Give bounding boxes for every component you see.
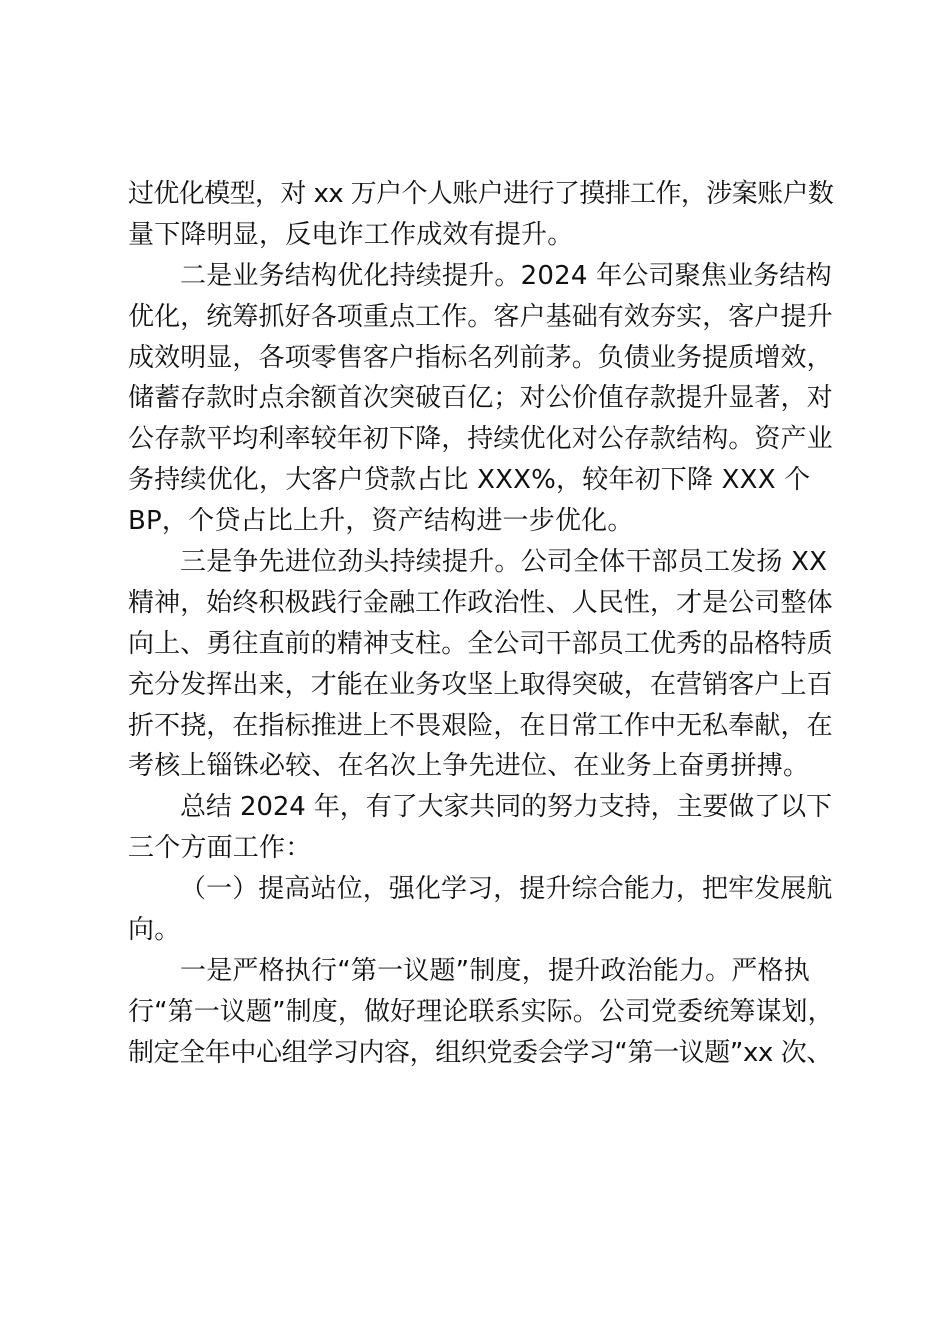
- text-line: 一是严格执行“第一议题”制度，提升政治能力。严格执: [180, 955, 810, 986]
- text-line: 向。: [128, 915, 181, 946]
- text-line: 精神，始终积极践行金融工作政治性、人民性，才是公司整体: [128, 587, 833, 618]
- document-body: [128, 174, 834, 1074]
- text-line: 二是业务结构优化持续提升。2024 年公司聚焦业务结构: [180, 260, 832, 291]
- text-line: 总结 2024 年，有了大家共同的努力支持，主要做了以下: [180, 792, 832, 823]
- text-line: 量下降明显，反电诈工作成效有提升。: [128, 219, 574, 250]
- text-line: 成效明显，各项零售客户指标名列前茅。负债业务提质增效，: [128, 342, 833, 373]
- text-line: 制定全年中心组学习内容，组织党委会学习“第一议题”xx 次、: [128, 1037, 832, 1068]
- text-line: BP，个贷占比上升，资产结构进一步优化。: [128, 506, 634, 537]
- text-line: 向上、勇往直前的精神支柱。全公司干部员工优秀的品格特质: [128, 628, 833, 659]
- text-line: 过优化模型，对 xx 万户个人账户进行了摸排工作，涉案账户数: [128, 179, 834, 209]
- text-line: 优化，统筹抓好各项重点工作。客户基础有效夯实，客户提升: [128, 301, 833, 332]
- text-line: 务持续优化，大客户贷款占比 XXX%，较年初下降 XXX 个: [128, 465, 811, 496]
- text-line: 充分发挥出来，才能在业务攻坚上取得突破，在营销客户上百: [128, 669, 833, 700]
- text-line: 公存款平均利率较年初下降，持续优化对公存款结构。资产业: [128, 424, 833, 455]
- text-line: 三个方面工作：: [128, 833, 312, 864]
- text-line: 三是争先进位劲头持续提升。公司全体干部员工发扬 XX: [180, 547, 828, 578]
- text-line: 折不挠，在指标推进上不畏艰险，在日常工作中无私奉献，在: [128, 710, 833, 741]
- text-line: 行“第一议题”制度，做好理论联系实际。公司党委统筹谋划，: [128, 996, 834, 1027]
- text-line: （一）提高站位，强化学习，提升综合能力，把牢发展航: [180, 874, 833, 905]
- text-line: 考核上锱铢必较、在名次上争先进位、在业务上奋勇拼搏。: [128, 751, 810, 782]
- text-line: 储蓄存款时点余额首次突破百亿；对公价值存款提升显著，对: [128, 383, 833, 414]
